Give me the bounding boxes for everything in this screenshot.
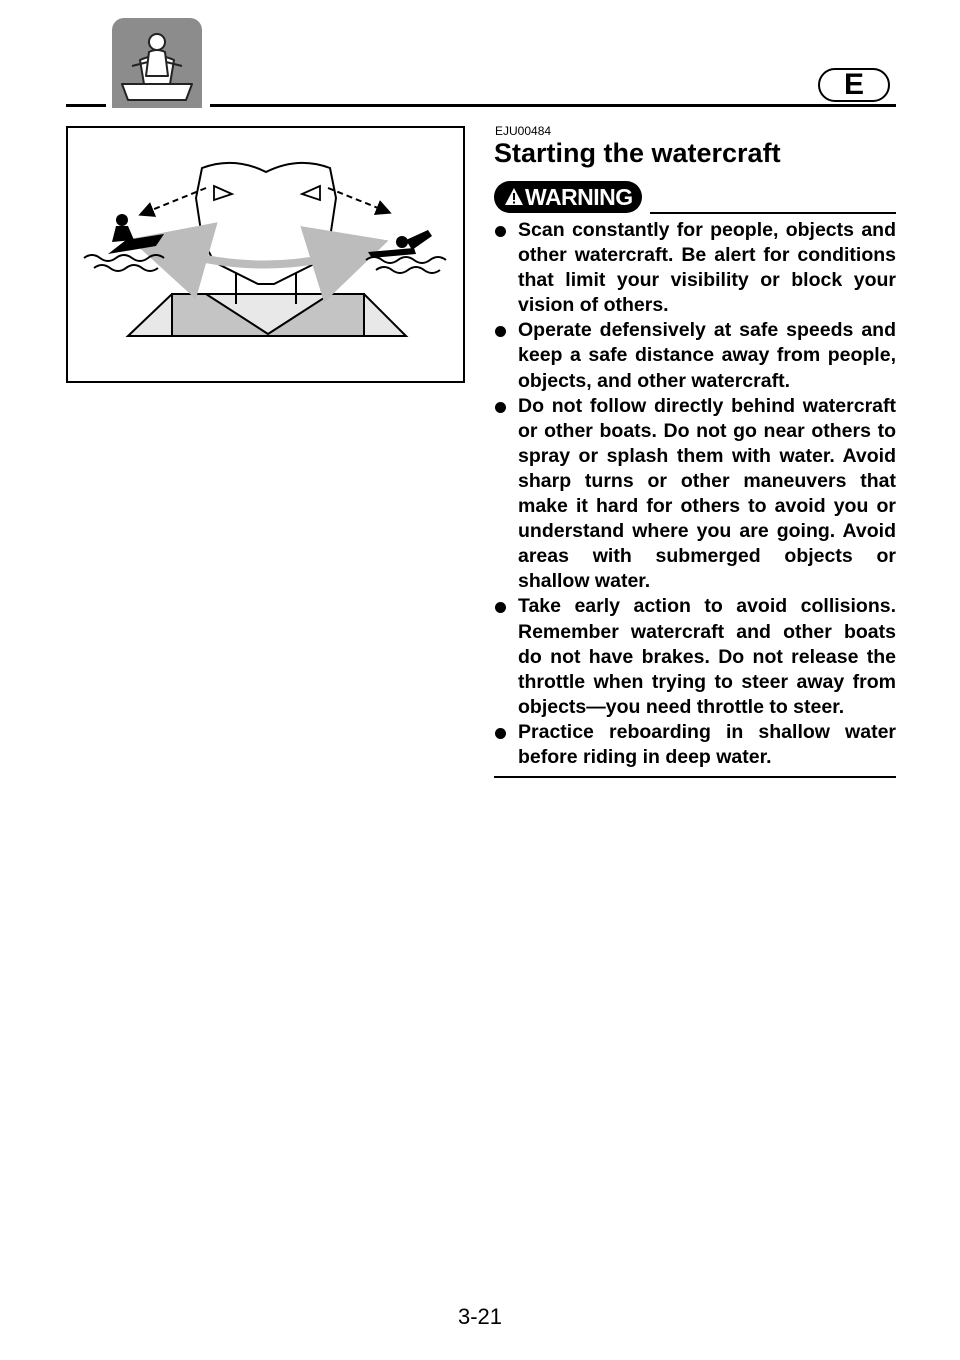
watercraft-rider-icon (112, 18, 202, 108)
header-rule-right (210, 104, 896, 107)
section-code: EJU00484 (495, 124, 552, 138)
warning-label-text: WARNING (525, 183, 633, 210)
warning-item-text: Practice reboarding in shallow water before riding in deep water. (518, 720, 896, 768)
section-title: Starting the watercraft (494, 138, 781, 168)
language-badge: E (818, 68, 890, 102)
warning-item (494, 720, 896, 770)
page-number: 3-21 (457, 1304, 503, 1329)
bullet-icon (495, 226, 506, 237)
warning-item (494, 218, 896, 318)
warning-item-text: Operate defensively at safe speeds and keep a safe distance away from people, objects, and other watercraft. (518, 319, 896, 392)
warning-item-text: Do not follow directly behind watercraft or other boats. Do not go near others to spray or splash them with water. Avoid sharp turns or other maneuvers that make it hard for others to avoid you or understand where you are going. Avoid areas with submerged objects or shallow water. (518, 394, 896, 593)
bullet-icon (495, 602, 506, 613)
warning-item (494, 318, 896, 393)
bullet-icon (495, 326, 506, 337)
rider-scanning-surroundings-icon (68, 128, 467, 385)
section-tab (112, 18, 202, 108)
warning-item-text: Take early action to avoid collisions. Remember watercraft and other boats do not have brakes. Do not release the throttle when trying to steer away from objects—you need throttle to steer. (518, 595, 896, 718)
warning-end-rule (494, 776, 896, 778)
warning-item (494, 594, 896, 719)
warning-rule (650, 212, 896, 214)
safety-illustration (66, 126, 465, 383)
warning-label (494, 181, 642, 213)
warning-item (494, 394, 896, 595)
header-rule-left (66, 104, 106, 107)
bullet-icon (495, 402, 506, 413)
bullet-icon (495, 728, 506, 739)
warning-triangle-icon (504, 187, 524, 207)
warning-item-text: Scan constantly for people, objects and other watercraft. Be alert for conditions that limit your visibility or block your vision of others. (518, 219, 896, 317)
warning-list (494, 218, 896, 770)
